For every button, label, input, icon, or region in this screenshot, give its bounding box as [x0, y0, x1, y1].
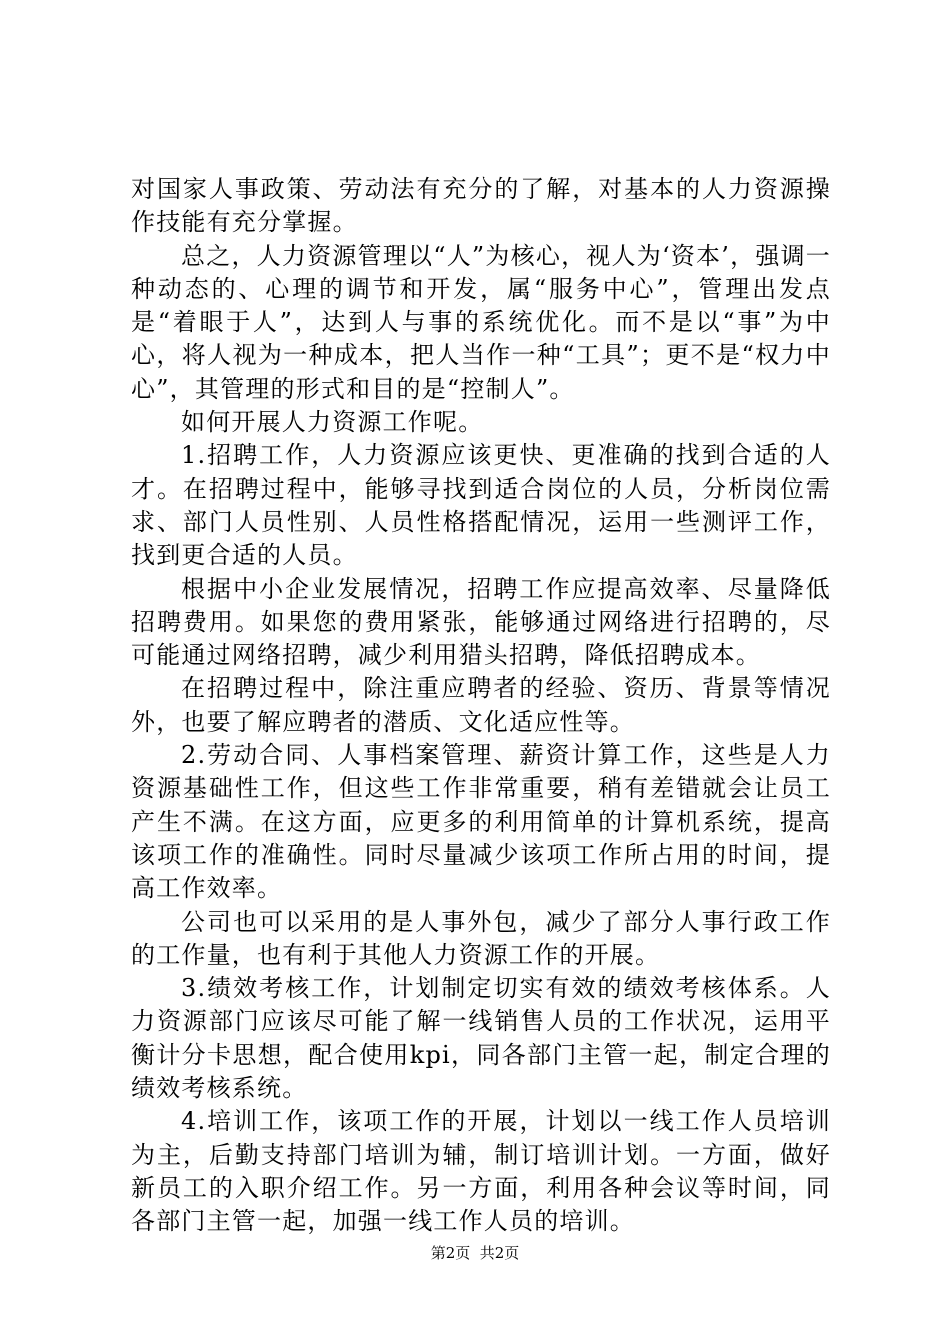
page-number-label: 第2页 共2页 — [430, 1244, 520, 1262]
document-body — [131, 173, 831, 1239]
paragraph: 4.培训工作，该项工作的开展，计划以一线工作人员培训为主，后勤支持部门培训为辅，制订培训计划。一方面，做好新员工的入职介绍工作。另一方面，利用各种会议等时间，同各部门主管一起，加强一线工作人员的培训。 — [131, 1107, 831, 1236]
paragraph: 对国家人事政策、劳动法有充分的了解，对基本的人力资源操作技能有充分掌握。 — [131, 175, 831, 237]
paragraph: 如何开展人力资源工作呢。 — [181, 408, 484, 437]
page-footer — [0, 1243, 950, 1263]
paragraph: 总之，人力资源管理以“人”为核心，视人为‘资本’，强调一种动态的、心理的调节和开发，属“服务中心”，管理出发点是“着眼于人”，达到人与事的系统优化。而不是以“事”为中心，将人视为一种成本，把人当作一种“工具”；更不是“权力中心”，其管理的形式和目的是“控制人”。 — [131, 241, 831, 403]
paragraph: 公司也可以采用的是人事外包，减少了部分人事行政工作的工作量，也有利于其他人力资源工作的开展。 — [131, 907, 831, 969]
paragraph: 在招聘过程中，除注重应聘者的经验、资历、背景等情况外，也要了解应聘者的潜质、文化适应性等。 — [131, 674, 831, 736]
paragraph: 1.招聘工作，人力资源应该更快、更准确的找到合适的人才。在招聘过程中，能够寻找到适合岗位的人员，分析岗位需求、部门人员性别、人员性格搭配情况，运用一些测评工作，找到更合适的人员。 — [131, 441, 831, 570]
paragraph: 3.绩效考核工作，计划制定切实有效的绩效考核体系。人力资源部门应该尽可能了解一线销售人员的工作状况，运用平衡计分卡思想，配合使用kpi，同各部门主管一起，制定合理的绩效考核系统。 — [131, 974, 831, 1103]
paragraph: 2.劳动合同、人事档案管理、薪资计算工作，这些是人力资源基础性工作，但这些工作非常重要，稍有差错就会让员工产生不满。在这方面，应更多的利用简单的计算机系统，提高该项工作的准确性。同时尽量减少该项工作所占用的时间，提高工作效率。 — [131, 741, 831, 903]
paragraph: 根据中小企业发展情况，招聘工作应提高效率、尽量降低招聘费用。如果您的费用紧张，能够通过网络进行招聘的，尽可能通过网络招聘，减少利用猎头招聘，降低招聘成本。 — [131, 574, 831, 670]
